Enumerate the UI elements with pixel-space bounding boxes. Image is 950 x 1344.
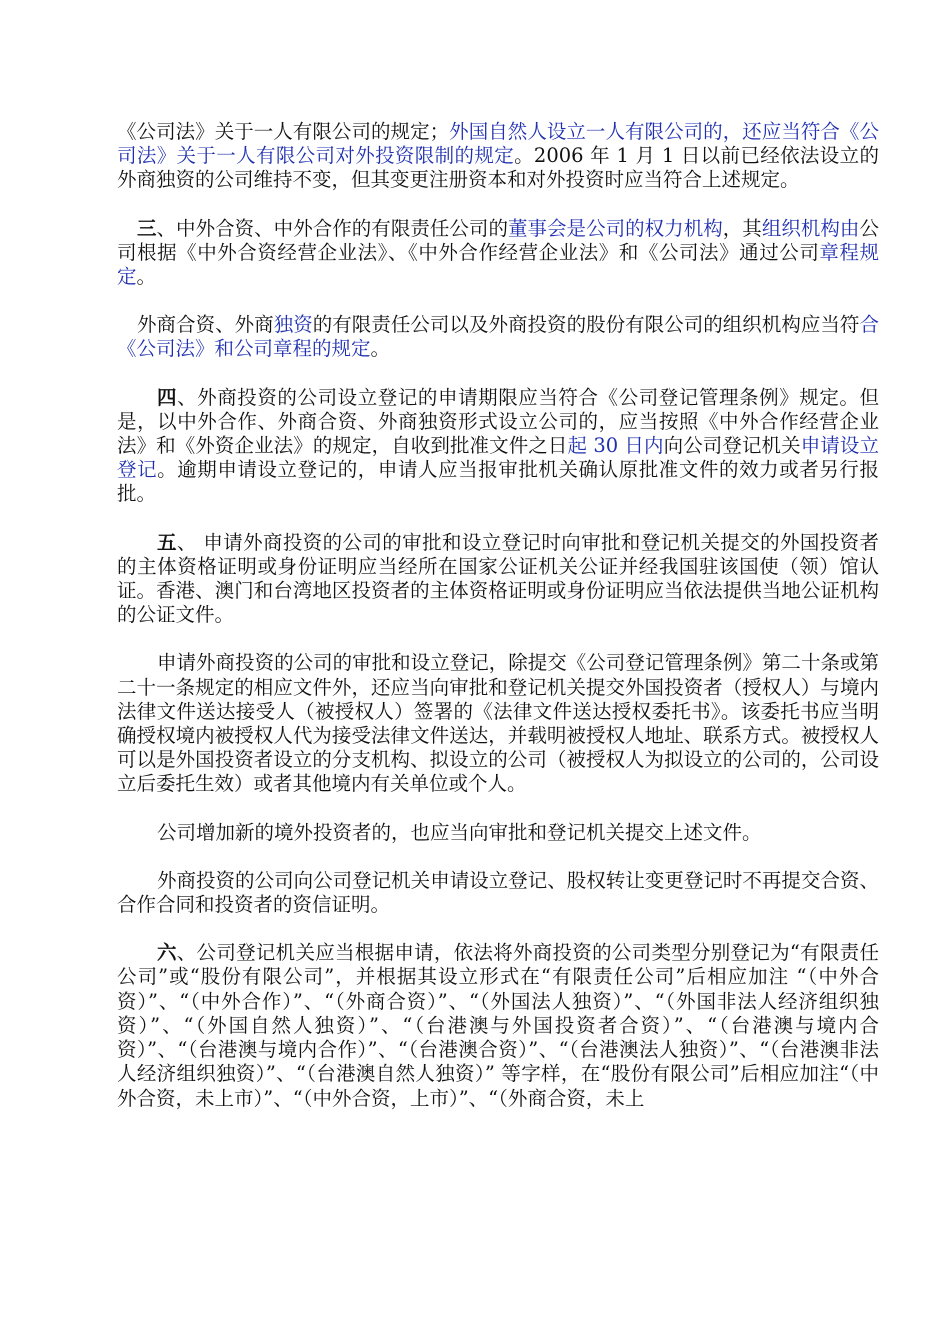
section-number: 三 [137, 216, 157, 240]
document-page [117, 120, 879, 1133]
paragraph-section-six [117, 941, 879, 1110]
hyperlink-text[interactable]: 章程规定 [117, 240, 879, 289]
text-segment: 、公司登记机关应当根据申请，依法将外商投资的公司类型分别登记为“有限责任公司”或“股份有限公司”，并根据其设立形式在“有限责任公司”后相应加注 “（中外合资）”、“（中外合作）”、“（外商合资）”、“（外国法人独资）”、“（外国非法人经济组织独资）”、“（外国自然人独资）”、“（台港澳与外国投资者合资）”、“（台港澳与境内合资）”、“（台港澳与境内合作）”、“（台港澳合资）”、“（台港澳法人独资）”、“（台港澳非法人经济组织独资）”、“（台港澳自然人独资）” 等字样，在“股份有限公司”后相应加注“（中外合资，未上市）”、“（中外合资，上市）”、“（外商合资，未上 [117, 941, 879, 1110]
hyperlink-text[interactable]: 董事会是公司的权力机构 [507, 216, 723, 240]
section-number: 六 [157, 941, 177, 965]
text-segment: ，其 [722, 216, 762, 240]
paragraph-new-investor [117, 821, 879, 845]
text-segment: 、中外合资、中外合作的有限责任公司的 [156, 216, 508, 240]
text-segment: 公司增加新的境外投资者的，也应当向审批和登记机关提交上述文件。 [157, 820, 762, 844]
text-segment: 。逾期申请设立登记的，申请人应当报审批机关确认原批准文件的效力或者另行报批。 [117, 458, 879, 506]
text-segment: 。2006 年 1 月 1 日以前已经依法设立的外商独资的公司维持不变，但其变更注册资本和对外投资时应当符合上述规定。 [117, 144, 879, 192]
paragraph-legal-service-authorization [117, 651, 879, 796]
paragraph-registration-documents [117, 869, 879, 917]
paragraph-foreign-individual-rules [117, 120, 879, 193]
text-segment: 向公司登记机关 [663, 434, 801, 458]
hyperlink-text[interactable]: 申请设立登记 [117, 434, 879, 482]
text-segment: 的有限责任公司以及外商投资的股份有限公司的组织机构应当符 [312, 313, 860, 337]
hyperlink-text[interactable]: 起 30 日内 [567, 434, 664, 458]
section-number: 五 [157, 530, 177, 554]
hyperlink-text[interactable]: 外国自然人设立一人有限公司的，还应当符合《公司法》关于一人有限公司对外投资限制的规定 [117, 120, 879, 168]
text-segment: 申请外商投资的公司的审批和设立登记，除提交《公司登记管理条例》第二十条或第二十一条规定的相应文件外，还应当向审批和登记机关提交外国投资者（授权人）与境内法律文件送达接受人（被授权人）签署的《法律文件送达授权委托书》。该委托书应当明确授权境内被授权人代为接受法律文件送达，并载明被授权人地址、联系方式。被授权人可以是外国投资者设立的分支机构、拟设立的公司（被授权人为拟设立的公司的，公司设立后委托生效）或者其他境内有关单位或个人。 [117, 651, 879, 796]
text-segment: 外商投资的公司向公司登记机关申请设立登记、股权转让变更登记时不再提交合资、合作合同和投资者的资信证明。 [117, 868, 879, 917]
paragraph-section-five [117, 531, 879, 628]
text-segment: 。 [136, 265, 157, 289]
hyperlink-text[interactable]: 独资 [273, 313, 313, 337]
text-segment: 《公司法》关于一人有限公司的规定； [117, 120, 450, 143]
text-segment: 。 [370, 337, 391, 361]
section-number: 四 [157, 385, 178, 409]
hyperlink-text[interactable]: 合《公司法》和公司章程的规定 [117, 313, 879, 361]
paragraph-section-four [117, 386, 879, 507]
text-segment: 外商合资、外商 [137, 313, 274, 337]
text-segment: 、外商投资的公司设立登记的申请期限应当符合《公司登记管理条例》规定。但是，以中外合作、外商合资、外商独资形式设立公司的，应当按照《中外合作经营企业法》和《外资企业法》的规定，自收到批准文件之日 [117, 385, 879, 458]
hyperlink-text[interactable]: 组织机构由 [761, 216, 860, 240]
text-segment: 、 申请外商投资的公司的审批和设立登记时向审批和登记机关提交的外国投资者的主体资格证明或身份证明应当经所在国家公证机关公证并经我国驻该国使（领）馆认证。香港、澳门和台湾地区投资者的主体资格证明或身份证明应当依法提供当地公证机构的公证文件。 [117, 530, 879, 627]
text-segment: 公司根据《中外合资经营企业法》、《中外合作经营企业法》和《公司法》通过公司 [117, 216, 879, 264]
paragraph-organization-structure [117, 313, 879, 361]
paragraph-section-three [117, 217, 879, 290]
